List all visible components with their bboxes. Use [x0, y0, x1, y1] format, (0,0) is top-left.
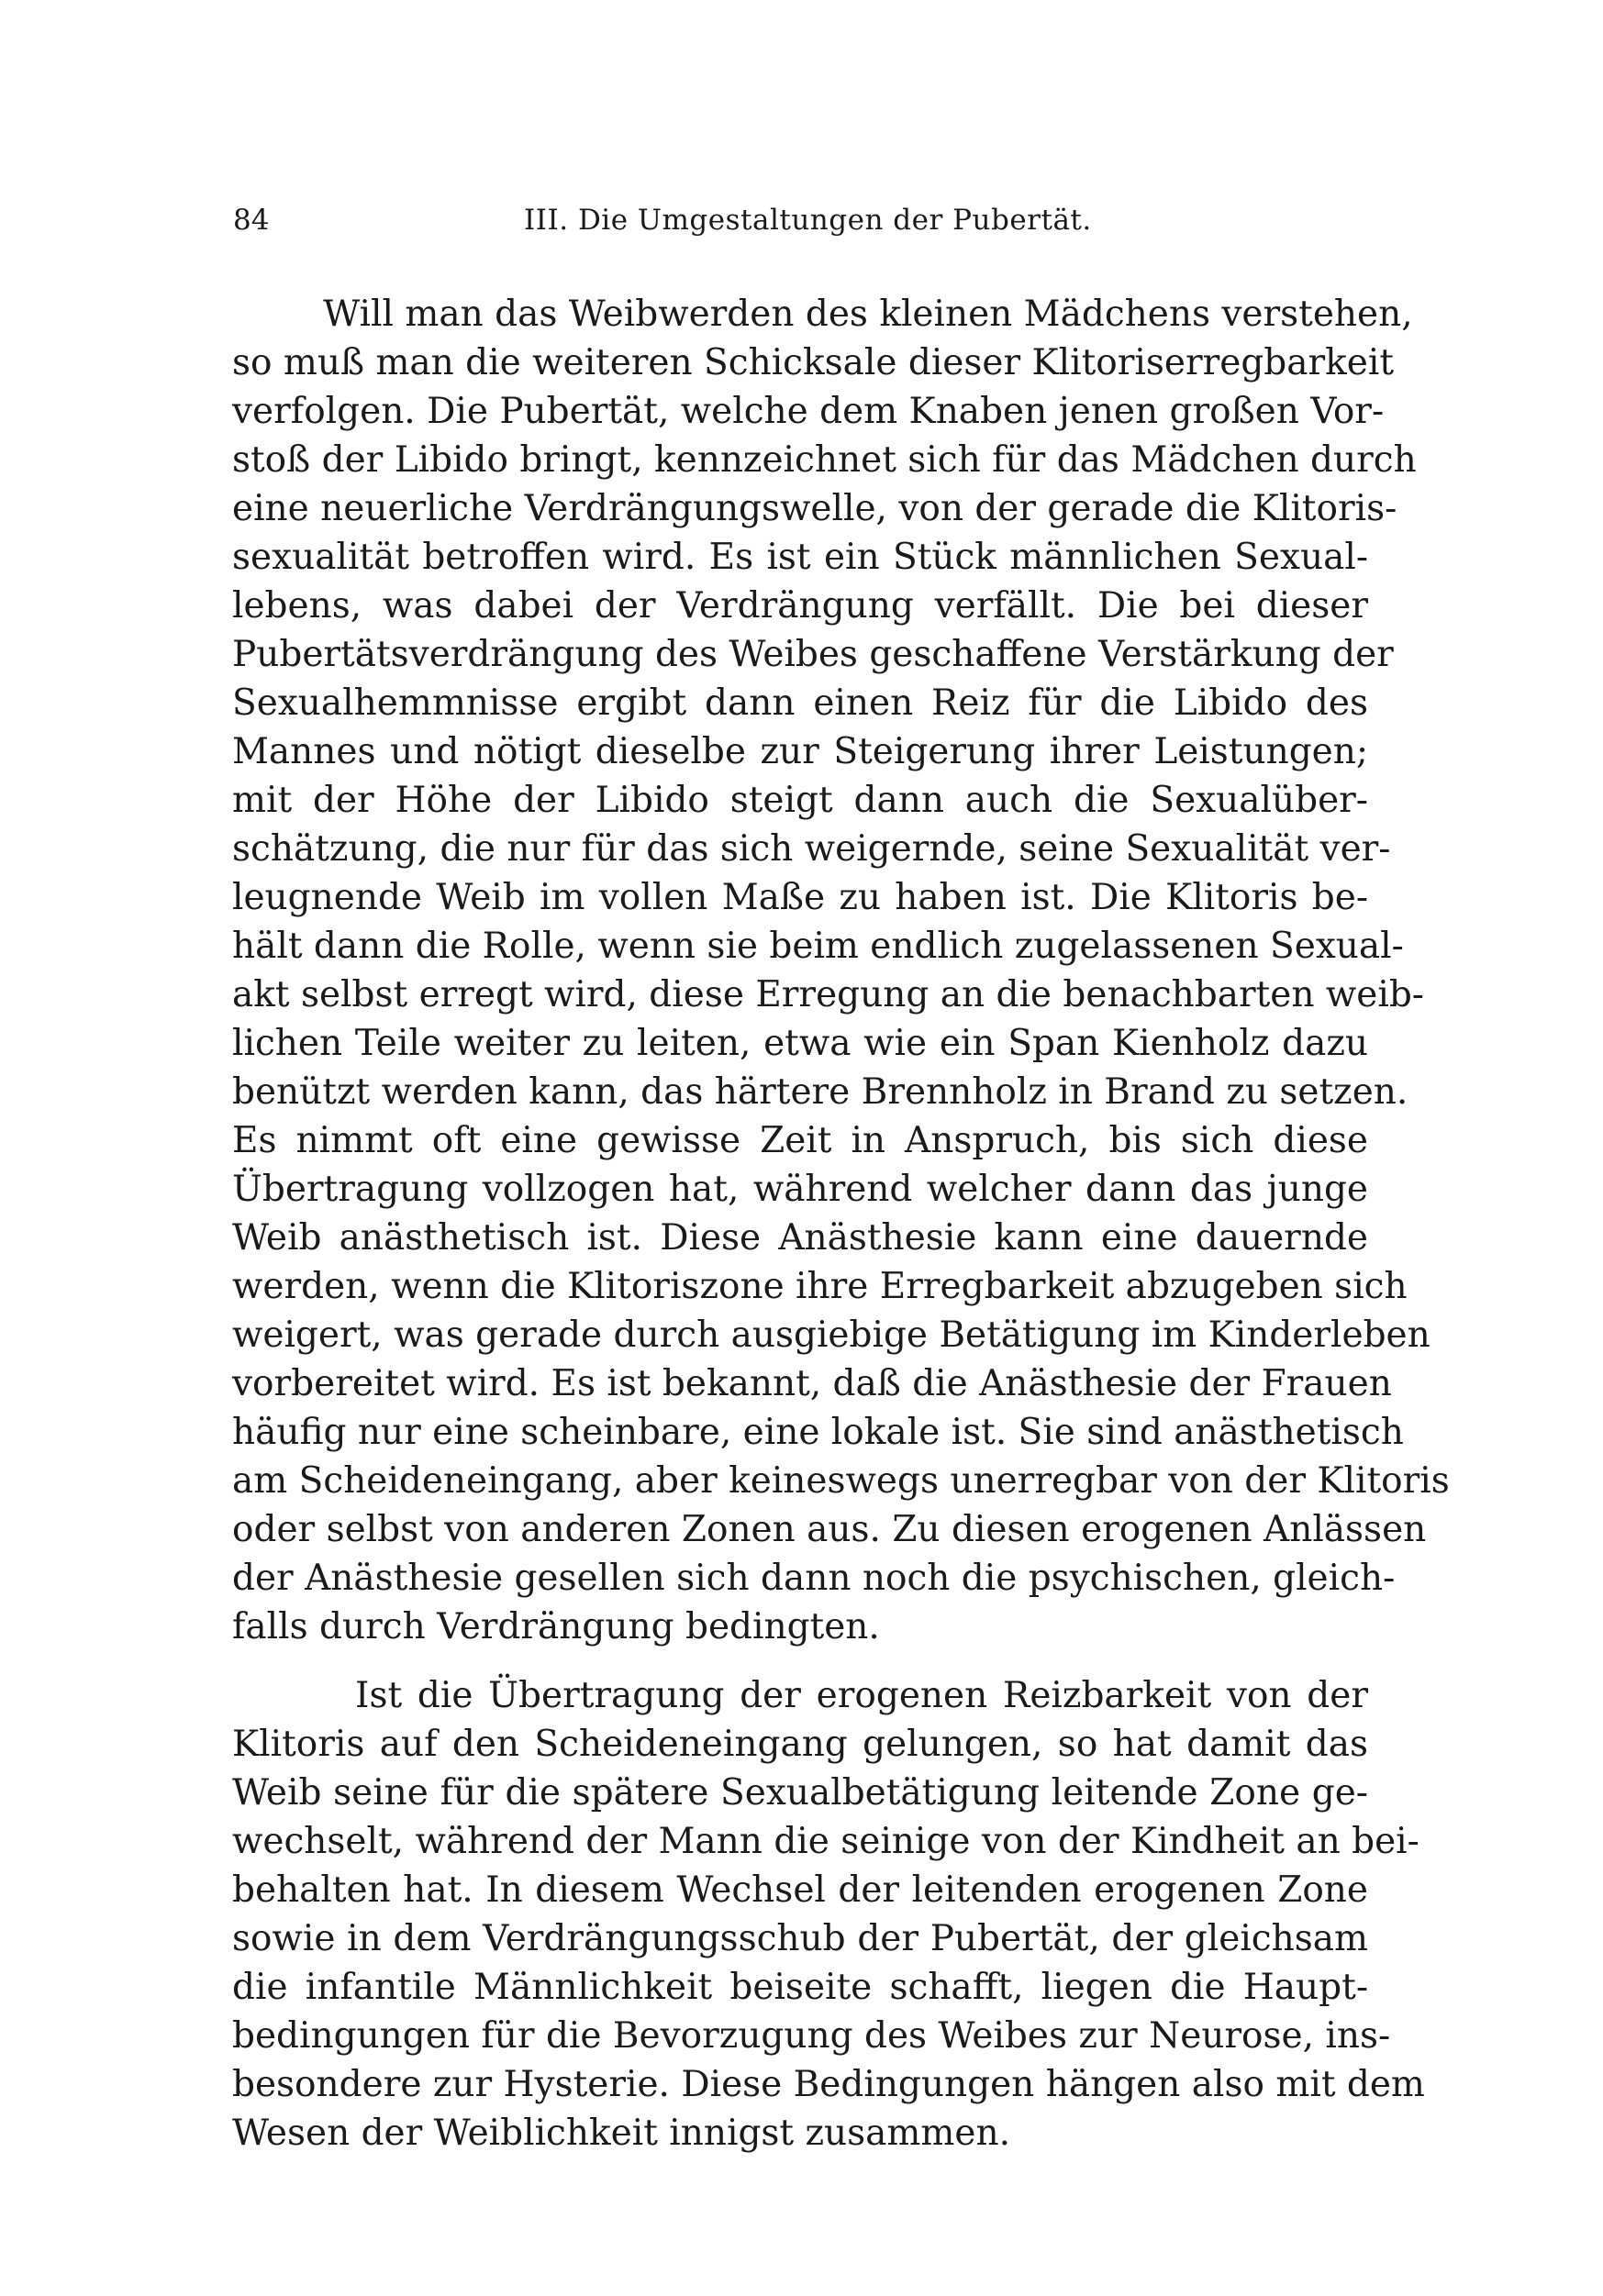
text-line: Übertragung vollzogen hat, während welcher dann das junge — [232, 1169, 1368, 1210]
paragraph-spacer — [232, 1651, 1368, 1671]
text-line: hält dann die Rolle, wenn sie beim endlich zugelassenen Sexual- — [232, 926, 1404, 967]
text-line: vorbereitet wird. Es ist bekannt, daß die Anästhesie der Frauen — [232, 1363, 1392, 1404]
text-line: am Scheideneingang, aber keineswegs unerregbar von der Klitoris — [232, 1460, 1450, 1502]
text-line: stoß der Libido bringt, kennzeichnet sich für das Mädchen durch — [232, 439, 1417, 481]
text-line: werden, wenn die Klitoriszone ihre Erregbarkeit abzugeben sich — [232, 1266, 1408, 1307]
text-line: sexualität betroffen wird. Es ist ein Stück männlichen Sexual- — [232, 537, 1368, 578]
text-line: Mannes und nötigt dieselbe zur Steigerung ihrer Leistungen; — [232, 731, 1368, 772]
text-line: wechselt, während der Mann die seinige von der Kindheit an bei- — [232, 1821, 1419, 1862]
text-line: akt selbst erregt wird, diese Erregung an die benachbarten weib- — [232, 974, 1424, 1015]
text-line: sowie in dem Verdrängungsschub der Pubertät, der gleichsam — [232, 1918, 1368, 1959]
text-line: Wesen der Weiblichkeit innigst zusammen. — [232, 2113, 1010, 2154]
text-line: besondere zur Hysterie. Diese Bedingungen hängen also mit dem — [232, 2064, 1425, 2105]
text-line: der Anästhesie gesellen sich dann noch die psychischen, gleich- — [232, 1558, 1396, 1599]
text-line: mit der Höhe der Libido steigt dann auch die Sexualüber- — [232, 780, 1368, 821]
text-line: oder selbst von anderen Zonen aus. Zu diesen erogenen Anlässen — [232, 1509, 1427, 1550]
page-number: 84 — [233, 204, 270, 237]
body-text — [232, 290, 1450, 2157]
text-line: häufig nur eine scheinbare, eine lokale ist. Sie sind anästhetisch — [232, 1412, 1404, 1453]
text-line: lichen Teile weiter zu leiten, etwa wie ein Span Kienholz dazu — [232, 1023, 1368, 1064]
text-line: Pubertätsverdrängung des Weibes geschaffene Verstärkung der — [232, 634, 1394, 675]
text-line: eine neuerliche Verdrängungswelle, von der gerade die Klitoris- — [232, 488, 1397, 529]
paragraph-1 — [232, 290, 1450, 1651]
text-line: so muß man die weiteren Schicksale dieser Klitoriserregbarkeit — [232, 342, 1395, 383]
text-line: lebens, was dabei der Verdrängung verfällt. Die bei dieser — [232, 585, 1368, 627]
text-line: die infantile Männlichkeit beiseite schafft, liegen die Haupt- — [232, 1967, 1368, 2008]
text-line: falls durch Verdrängung bedingten. — [232, 1606, 880, 1647]
text-line: Will man das Weibwerden des kleinen Mädchens verstehen, — [232, 294, 1413, 335]
text-line: Sexualhemmnisse ergibt dann einen Reiz für die Libido des — [232, 682, 1368, 724]
text-line: weigert, was gerade durch ausgiebige Betätigung im Kinderleben — [232, 1314, 1430, 1356]
running-header — [233, 204, 1371, 250]
text-line: behalten hat. In diesem Wechsel der leitenden erogenen Zone — [232, 1869, 1368, 1911]
text-line: Weib anästhetisch ist. Diese Anästhesie kann eine dauernde — [232, 1217, 1368, 1259]
text-line: benützt werden kann, das härtere Brennholz in Brand zu setzen. — [232, 1071, 1408, 1113]
chapter-title: III. Die Umgestaltungen der Pubertät. — [524, 204, 1092, 237]
text-line: Weib seine für die spätere Sexualbetätigung leitende Zone ge- — [232, 1772, 1368, 1814]
text-line: bedingungen für die Bevorzugung des Weibes zur Neurose, ins- — [232, 2015, 1391, 2057]
text-line: Es nimmt oft eine gewisse Zeit in Anspruch, bis sich diese — [232, 1120, 1368, 1161]
text-line: Klitoris auf den Scheideneingang gelungen, so hat damit das — [232, 1724, 1368, 1765]
text-line: Ist die Übertragung der erogenen Reizbarkeit von der — [232, 1675, 1368, 1716]
text-line: verfolgen. Die Pubertät, welche dem Knaben jenen großen Vor- — [232, 391, 1385, 432]
text-line: schätzung, die nur für das sich weigernde, seine Sexualität ver- — [232, 828, 1391, 870]
text-line: leugnende Weib im vollen Maße zu haben ist. Die Klitoris be- — [232, 877, 1368, 918]
paragraph-2 — [232, 1671, 1425, 2157]
